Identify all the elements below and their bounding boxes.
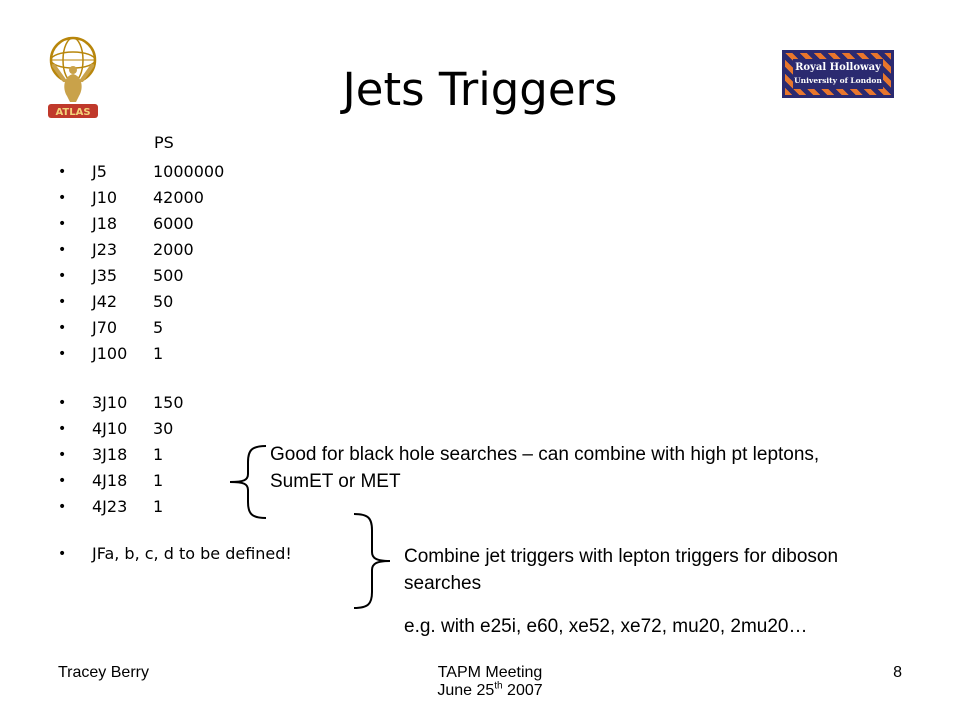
footer-meeting-name: TAPM Meeting (437, 664, 543, 681)
trigger-name: 3J18 (92, 445, 128, 464)
trigger-name: 4J18 (92, 471, 128, 490)
trigger-prescale: 30 (153, 419, 174, 438)
footer-page-number: 8 (893, 664, 902, 681)
footer-date-sup: th (494, 680, 503, 692)
trigger-name: J23 (92, 240, 118, 259)
bullet-icon: • (58, 447, 67, 463)
trigger-prescale: 5 (153, 318, 164, 337)
bullet-icon: • (58, 242, 67, 258)
bullet-icon: • (58, 395, 67, 411)
atlas-logo-text: ATLAS (55, 107, 91, 118)
bullet-icon: • (58, 164, 67, 180)
trigger-prescale: 1 (153, 471, 164, 490)
footer-author: Tracey Berry (58, 664, 149, 681)
trigger-name: J42 (92, 292, 118, 311)
brace-black-hole-icon (226, 444, 270, 520)
trigger-name: J10 (92, 188, 118, 207)
bullet-icon: • (58, 346, 67, 362)
note-diboson: Combine jet triggers with lepton triggers for diboson searches (404, 546, 839, 594)
note-black-hole: Good for black hole searches – can combine with high pt leptons, SumET or MET (270, 444, 820, 492)
trigger-prescale: 50 (153, 292, 174, 311)
trigger-prescale: 6000 (153, 214, 194, 233)
trigger-prescale: 1 (153, 344, 164, 363)
trigger-name: J35 (92, 266, 118, 285)
rh-logo-line2: University of London (794, 76, 882, 85)
bullet-icon: • (58, 216, 67, 232)
trigger-name: 4J10 (92, 419, 128, 438)
brace-diboson-icon (350, 512, 394, 610)
trigger-prescale: 500 (153, 266, 184, 285)
footer-meeting-date (420, 682, 560, 700)
footer-meeting (420, 664, 560, 700)
bullet-icon: • (58, 268, 67, 284)
trigger-name: J18 (92, 214, 118, 233)
bullet-icon: • (58, 190, 67, 206)
trigger-name: J70 (92, 318, 118, 337)
jfa-text: JFa, b, c, d to be defined! (92, 544, 292, 563)
slide-title: Jets Triggers (342, 63, 618, 116)
trigger-prescale: 2000 (153, 240, 194, 259)
trigger-prescale: 42000 (153, 188, 204, 207)
trigger-prescale: 1000000 (153, 162, 225, 181)
note-example: e.g. with e25i, e60, xe52, xe72, mu20, 2mu20… (404, 616, 808, 637)
trigger-name: J100 (92, 344, 128, 363)
trigger-prescale: 1 (153, 497, 164, 516)
bullet-icon: • (58, 473, 67, 489)
rh-logo-line1: Royal Holloway (795, 62, 881, 73)
trigger-prescale: 1 (153, 445, 164, 464)
bullet-icon: • (58, 320, 67, 336)
ps-column-header: PS (154, 133, 174, 152)
footer-date-prefix: June 25 (437, 682, 495, 699)
footer-date-suffix: 2007 (502, 682, 543, 699)
trigger-name: J5 (92, 162, 107, 181)
bullet-icon: • (58, 499, 67, 515)
trigger-prescale: 150 (153, 393, 184, 412)
bullet-icon: • (58, 294, 67, 310)
bullet-icon: • (58, 421, 67, 437)
trigger-name: 3J10 (92, 393, 128, 412)
bullet-icon: • (58, 546, 67, 562)
trigger-name: 4J23 (92, 497, 128, 516)
